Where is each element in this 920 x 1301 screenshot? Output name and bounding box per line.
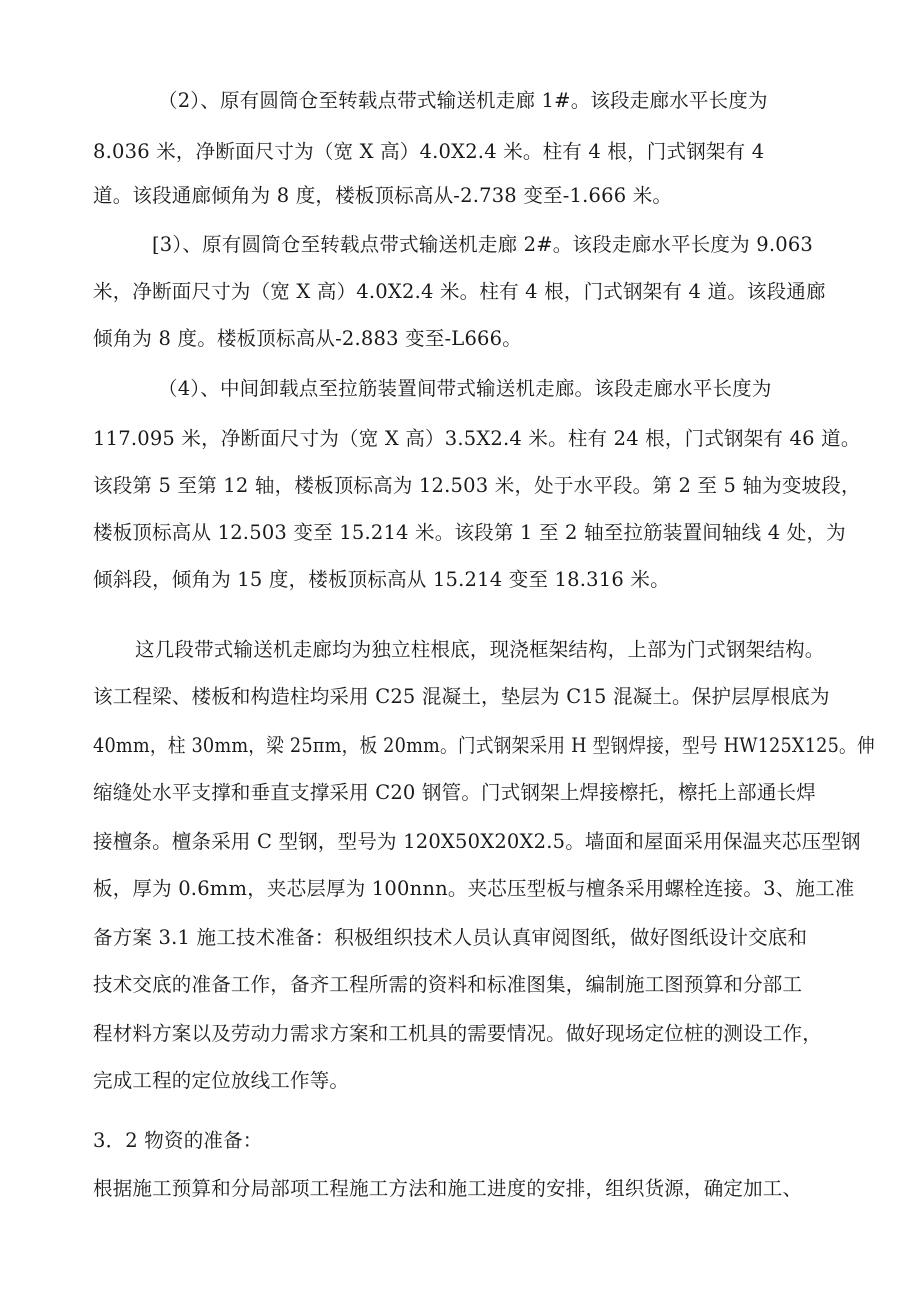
section-heading: 3．2 物资的准备： (93, 1129, 263, 1152)
text-line: 接檀条。檀条采用 C 型钢，型号为 120X50X20X2.5。墙面和屋面采用保温夹芯压型钢 (93, 830, 861, 853)
text-line: 程材料方案以及劳动力需求方案和工机具的需要情况。做好现场定位桩的测设工作， (93, 1022, 822, 1045)
text-line: 缩缝处水平支撑和垂直支撑采用 C20 钢管。门式钢架上焊接檫托，檫托上部通长焊 (93, 781, 816, 804)
text-line: 该工程梁、楼板和构造柱均采用 C25 混凝土，垫层为 C15 混凝土。保护层厚根底为 (93, 685, 830, 708)
text-line: 该段第 5 至第 12 轴，楼板顶标高为 12.503 米，处于水平段。第 2 至 5 轴为变坡段， (93, 474, 861, 497)
text-line: 117.095 米，净断面尺寸为（宽 X 高）3.5X2.4 米。柱有 24 根，门式钢架有 46 道。 (93, 427, 861, 450)
text-line: [3）、原有圆筒仓至转载点带式输送机走廊 2#。该段走廊水平长度为 9.063 (152, 233, 814, 256)
text-line: 根据施工预算和分局部项工程施工方法和施工进度的安排，组织货源，确定加工、 (93, 1177, 803, 1200)
text-line: 技术交底的准备工作，备齐工程所需的资料和标准图集，编制施工图预算和分部工 (93, 973, 803, 996)
text-line: （2）、原有圆筒仓至转载点带式输送机走廊 1#。该段走廊水平长度为 (158, 89, 768, 112)
text-line: 倾角为 8 度。楼板顶标高从-2.883 变至-L666。 (93, 327, 522, 350)
text-line: 40mm，柱 30mm，梁 25πm，板 20mm。门式钢架采用 H 型钢焊接，型号 HW125X125。伸 (93, 734, 875, 757)
text-line: 米，净断面尺寸为（宽 X 高）4.0X2.4 米。柱有 4 根，门式钢架有 4 道。该段通廊 (93, 280, 826, 303)
text-line: 楼板顶标高从 12.503 变至 15.214 米。该段第 1 至 2 轴至拉筋装置间轴线 4 处，为 (93, 521, 846, 544)
text-line: 倾斜段，倾角为 15 度，楼板顶标高从 15.214 变至 18.316 米。 (93, 568, 670, 591)
text-line: 板，厚为 0.6mm，夹芯层厚为 100nnn。夹芯压型板与檀条采用螺栓连接。3、施工准 (93, 877, 855, 900)
text-line: 这几段带式输送机走廊均为独立柱根底，现浇框架结构，上部为门式钢架结构。 (135, 638, 825, 661)
text-line: 道。该段通廊倾角为 8 度，楼板顶标高从-2.738 变至-1.666 米。 (93, 184, 673, 207)
text-line: （4）、中间卸载点至拉筋装置间带式输送机走廊。该段走廊水平长度为 (158, 377, 772, 400)
text-line: 备方案 3.1 施工技术准备：积极组织技术人员认真审阅图纸，做好图纸设计交底和 (93, 926, 808, 949)
text-line: 完成工程的定位放线工作等。 (93, 1069, 350, 1092)
text-line: 8.036 米，净断面尺寸为（宽 X 高）4.0X2.4 米。柱有 4 根，门式钢架有 4 (93, 140, 765, 163)
